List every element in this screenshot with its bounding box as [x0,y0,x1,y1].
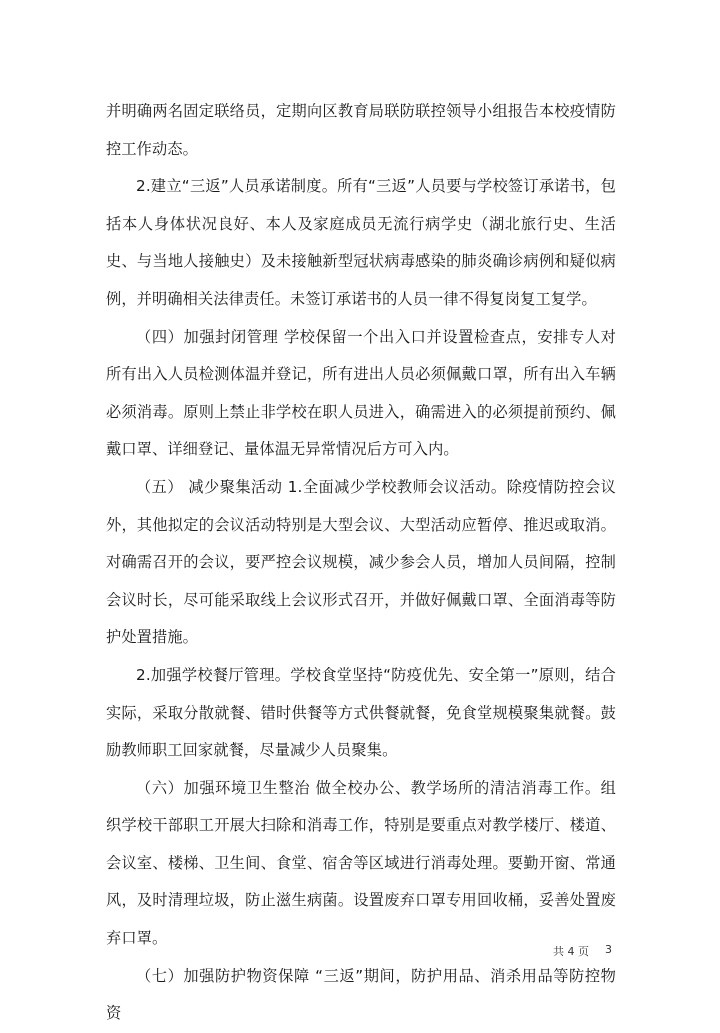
paragraph-environmental-hygiene: （六）加强环境卫生整治 做全校办公、教学场所的清洁消毒工作。组织学校干部职工开展大扫除和消毒工作，特别是要重点对教学楼厅、楼道、会议室、楼梯、卫生间、食堂、宿舍等区域进行消毒处理。要勤开窗、常通风，及时清理垃圾，防止滋生病菌。设置废弃口罩专用回收桶，妥善处置废弃口罩。 [106,778,616,948]
document-body [106,93,616,1033]
paragraph-closed-management: （四）加强封闭管理 学校保留一个出入口并设置检查点，安排专人对所有出入人员检测体温并登记，所有进出人员必须佩戴口罩，所有出入车辆必须消毒。原则上禁止非学校在职人员进入，确需进入的必须提前预约、佩戴口罩、详细登记、量体温无异常情况后方可入内。 [106,327,616,459]
paragraph-liaison: 并明确两名固定联络员，定期向区教育局联防联控领导小组报告本校疫情防控工作动态。 [106,102,616,158]
paragraph-reduce-gatherings: （五） 减少聚集活动 1.全面减少学校教师会议活动。除疫情防控会议外，其他拟定的会议活动特别是大型会议、大型活动应暂停、推迟或取消。对确需召开的会议，要严控会议规模，减少参会人员，增加人员间隔，控制会议时长，尽可能采取线上会议形式召开，并做好佩戴口罩、全面消毒等防护处置措施。 [106,477,616,647]
paragraph-commitment-system: 2.建立“三返”人员承诺制度。所有“三返”人员要与学校签订承诺书，包括本人身体状况良好、本人及家庭成员无流行病学史（湖北旅行史、生活史、与当地人接触史）及未接触新型冠状病毒感染的肺炎确诊病例和疑似病例，并明确相关法律责任。未签订承诺书的人员一律不得复岗复工复学。 [106,177,616,308]
page-footer [553,943,612,959]
total-pages-label: 共 4 页 [553,945,589,958]
page-number: 3 [605,943,612,956]
paragraph-canteen-management: 2.加强学校餐厅管理。学校食堂坚持“防疫优先、安全第一”原则，结合实际，采取分散就餐、错时供餐等方式供餐就餐，免食堂规模聚集就餐。鼓励教师职工回家就餐，尽量减少人员聚集。 [106,665,616,760]
paragraph-protective-supplies: （七）加强防护物资保障 “三返”期间，防护用品、消杀用品等防控物资 [106,966,616,1023]
